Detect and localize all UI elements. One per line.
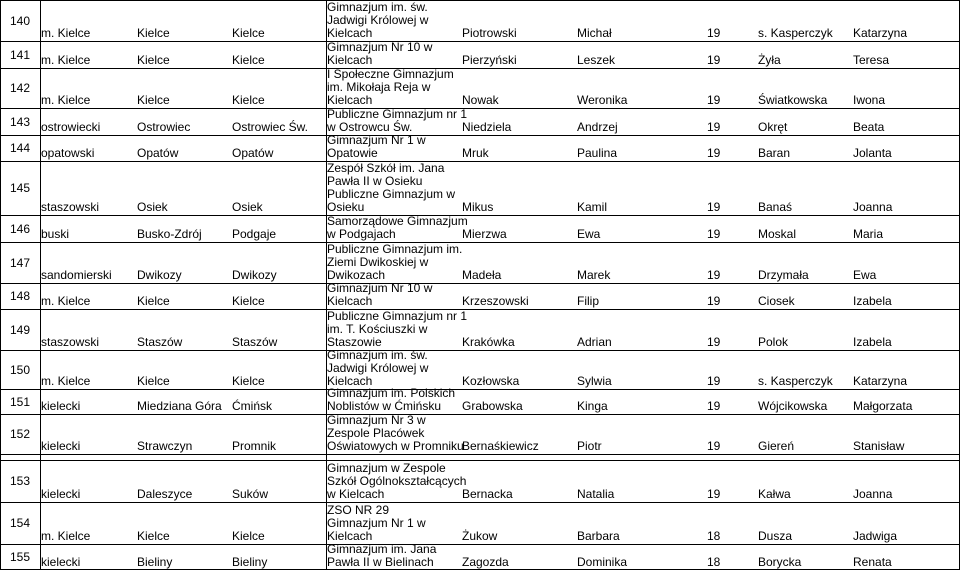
school-name-line: Gimnazjum Nr 10 w xyxy=(327,40,433,54)
town-cell: Kielce xyxy=(232,374,265,388)
teacher-surname-cell: Banaś xyxy=(758,200,793,214)
town-cell: Dwikozy xyxy=(232,268,277,282)
school-name-line: Kielcach xyxy=(327,26,373,40)
school-name-line: Zespole Placówek xyxy=(327,426,425,440)
school-name-line: Publiczne Gimnazjum w xyxy=(327,187,456,201)
row-border xyxy=(0,502,960,503)
grade-cell: 19 xyxy=(707,26,721,40)
school-name-line: Kielcach xyxy=(327,294,373,308)
row-border xyxy=(0,544,960,545)
commune-cell: Staszów xyxy=(137,335,183,349)
row-border xyxy=(0,283,960,284)
first-name-cell: Adrian xyxy=(577,335,612,349)
row-border xyxy=(0,108,960,109)
teacher-surname-cell: Dusza xyxy=(758,529,793,543)
teacher-surname-cell: Giereń xyxy=(758,439,795,453)
commune-cell: Ostrowiec xyxy=(137,120,191,134)
commune-cell: Kielce xyxy=(137,26,170,40)
county-cell: kielecki xyxy=(41,399,81,413)
teacher-first-name-cell: Izabela xyxy=(853,335,892,349)
first-name-cell: Paulina xyxy=(577,146,618,160)
school-cell xyxy=(327,42,461,67)
school-cell xyxy=(327,348,461,388)
teacher-first-name-cell: Joanna xyxy=(853,487,893,501)
row-number: 147 xyxy=(9,255,31,270)
teacher-surname-cell: Ciosek xyxy=(758,294,795,308)
row-border xyxy=(0,389,960,390)
grade-cell: 19 xyxy=(707,439,721,453)
teacher-surname-cell: Moskal xyxy=(758,227,797,241)
county-cell: kielecki xyxy=(41,555,81,569)
surname-cell: Mierzwa xyxy=(462,227,507,241)
town-cell: Kielce xyxy=(232,294,265,308)
row-number: 153 xyxy=(9,474,31,488)
school-cell xyxy=(327,243,461,282)
row-border xyxy=(0,309,960,310)
teacher-first-name-cell: Iwona xyxy=(853,93,886,107)
teacher-surname-cell: s. Kasperczyk xyxy=(758,26,833,40)
commune-cell: Busko-Zdrój xyxy=(137,227,202,241)
school-name-line: Kielcach xyxy=(327,374,373,388)
row-border xyxy=(0,414,960,415)
teacher-surname-cell: Drzymała xyxy=(758,268,809,282)
school-cell xyxy=(327,1,461,40)
teacher-surname-cell: Baran xyxy=(758,146,791,160)
commune-cell: Kielce xyxy=(137,374,170,388)
grade-cell: 19 xyxy=(707,200,721,214)
surname-cell: Bernaśkiewicz xyxy=(462,439,539,453)
commune-cell: Kielce xyxy=(137,93,170,107)
school-cell xyxy=(327,309,468,349)
first-name-cell: Ewa xyxy=(577,227,601,241)
row-number: 143 xyxy=(9,114,31,129)
first-name-cell: Michał xyxy=(577,26,612,40)
school-name-line: Zespół Szkół im. Jana xyxy=(327,161,445,175)
teacher-first-name-cell: Beata xyxy=(853,120,885,134)
teacher-first-name-cell: Stanisław xyxy=(853,439,905,453)
first-name-cell: Andrzej xyxy=(577,120,618,134)
school-name-line: Pawła II w Osieku xyxy=(327,174,423,188)
first-name-cell: Weronika xyxy=(577,93,628,107)
school-name-line: ZSO NR 29 xyxy=(327,503,390,517)
school-name-line: Gimnazjum Nr 10 w xyxy=(327,281,433,295)
row-border xyxy=(0,460,960,461)
teacher-surname-cell: Wójcikowska xyxy=(758,399,828,413)
school-cell xyxy=(327,69,461,107)
commune-cell: Osiek xyxy=(137,200,168,214)
surname-cell: Pierzyński xyxy=(462,53,517,67)
county-cell: sandomierski xyxy=(41,268,112,282)
county-cell: m. Kielce xyxy=(41,529,91,543)
town-cell: Opatów xyxy=(232,146,274,160)
county-cell: staszowski xyxy=(41,335,100,349)
first-name-cell: Piotr xyxy=(577,439,602,453)
grade-cell: 19 xyxy=(707,268,721,282)
surname-cell: Madeła xyxy=(462,268,502,282)
first-name-cell: Natalia xyxy=(577,487,615,501)
school-cell xyxy=(327,133,461,160)
school-name-line: Samorządowe Gimnazjum xyxy=(327,214,468,228)
teacher-surname-cell: Polok xyxy=(758,335,789,349)
town-cell: Bieliny xyxy=(232,555,268,569)
school-name-line: Publiczne Gimnazjum im. xyxy=(327,242,463,256)
school-name-line: Kielcach xyxy=(327,53,373,67)
teacher-first-name-cell: Renata xyxy=(853,555,892,569)
row-number: 140 xyxy=(9,13,31,28)
school-name-line: im. Mikołaja Reja w xyxy=(327,80,431,94)
town-cell: Ćmińsk xyxy=(232,399,273,413)
commune-cell: Miedziana Góra xyxy=(137,399,222,413)
school-name-line: Gimnazjum Nr 3 w xyxy=(327,413,426,427)
column-border xyxy=(40,0,41,570)
school-cell xyxy=(327,413,464,453)
school-name-line: im. T. Kościuszki w xyxy=(327,322,428,336)
teacher-first-name-cell: Joanna xyxy=(853,200,893,214)
commune-cell: Kielce xyxy=(137,529,170,543)
school-name-line: Publiczne Gimnazjum nr 1 xyxy=(327,107,468,121)
school-name-line: Ziemi Dwikoskiej w xyxy=(327,255,429,269)
grade-cell: 19 xyxy=(707,93,721,107)
teacher-surname-cell: Borycka xyxy=(758,555,802,569)
grade-cell: 18 xyxy=(707,555,721,569)
teacher-first-name-cell: Katarzyna xyxy=(853,26,908,40)
row-number: 151 xyxy=(9,394,31,409)
first-name-cell: Sylwia xyxy=(577,374,612,388)
row-number: 154 xyxy=(9,516,31,530)
row-number: 150 xyxy=(9,362,31,377)
row-border xyxy=(0,68,960,69)
school-cell xyxy=(327,542,461,569)
school-cell xyxy=(327,214,468,241)
teacher-surname-cell: s. Kasperczyk xyxy=(758,374,833,388)
row-border xyxy=(0,215,960,216)
school-cell xyxy=(327,386,461,413)
town-cell: Kielce xyxy=(232,53,265,67)
teacher-first-name-cell: Ewa xyxy=(853,268,877,282)
surname-cell: Kozłowska xyxy=(462,374,520,388)
school-name-line: w Kielcach xyxy=(327,487,385,501)
teacher-surname-cell: Światkowska xyxy=(758,93,828,107)
school-name-line: Gimnazjum im. Jana xyxy=(327,542,437,556)
surname-cell: Piotrowski xyxy=(462,26,517,40)
school-name-line: Jadwigi Królowej w xyxy=(327,13,429,27)
row-number: 145 xyxy=(9,181,31,195)
school-name-line: Noblistów w Ćmińsku xyxy=(327,399,442,413)
county-cell: m. Kielce xyxy=(41,93,91,107)
commune-cell: Opatów xyxy=(137,146,179,160)
school-name-line: Dwikozach xyxy=(327,268,386,282)
commune-cell: Dwikozy xyxy=(137,268,182,282)
first-name-cell: Kamil xyxy=(577,200,608,214)
school-name-line: Gimnazjum Nr 1 w xyxy=(327,516,426,530)
row-number: 146 xyxy=(9,221,31,236)
surname-cell: Nowak xyxy=(462,93,499,107)
school-cell xyxy=(327,461,467,501)
commune-cell: Strawczyn xyxy=(137,439,193,453)
grade-cell: 19 xyxy=(707,374,721,388)
school-cell xyxy=(327,281,461,308)
school-name-line: Szkół Ogólnokształcących xyxy=(327,474,467,488)
surname-cell: Żukow xyxy=(462,529,498,543)
school-name-line: Opatowie xyxy=(327,146,378,160)
row-number: 155 xyxy=(9,550,31,564)
teacher-first-name-cell: Izabela xyxy=(853,294,892,308)
surname-cell: Niedziela xyxy=(462,120,512,134)
row-number: 141 xyxy=(9,47,31,62)
teacher-surname-cell: Kałwa xyxy=(758,487,791,501)
commune-cell: Bieliny xyxy=(137,555,173,569)
surname-cell: Krakówka xyxy=(462,335,515,349)
county-cell: m. Kielce xyxy=(41,53,91,67)
row-number: 152 xyxy=(9,427,31,441)
county-cell: buski xyxy=(41,227,70,241)
row-number: 148 xyxy=(9,289,31,303)
grade-cell: 19 xyxy=(707,120,721,134)
town-cell: Kielce xyxy=(232,26,265,40)
surname-cell: Zagozda xyxy=(462,555,509,569)
county-cell: opatowski xyxy=(41,146,95,160)
row-border xyxy=(0,135,960,136)
town-cell: Kielce xyxy=(232,529,265,543)
county-cell: m. Kielce xyxy=(41,26,91,40)
school-name-line: w Podgajach xyxy=(327,227,396,241)
teacher-first-name-cell: Maria xyxy=(853,227,884,241)
county-cell: staszowski xyxy=(41,200,100,214)
school-cell xyxy=(327,162,461,214)
row-border xyxy=(0,454,960,455)
school-name-line: Kielcach xyxy=(327,529,373,543)
school-name-line: Pawła II w Bielinach xyxy=(327,555,434,569)
grade-cell: 19 xyxy=(707,487,721,501)
town-cell: Osiek xyxy=(232,200,263,214)
teacher-first-name-cell: Jadwiga xyxy=(853,529,898,543)
county-cell: ostrowiecki xyxy=(41,120,101,134)
first-name-cell: Leszek xyxy=(577,53,616,67)
row-border xyxy=(0,161,960,162)
county-cell: kielecki xyxy=(41,439,81,453)
town-cell: Suków xyxy=(232,487,269,501)
school-name-line: I Społeczne Gimnazjum xyxy=(327,67,454,81)
school-name-line: Gimnazjum im. Polskich xyxy=(327,386,456,400)
surname-cell: Grabowska xyxy=(462,399,523,413)
grade-cell: 19 xyxy=(707,53,721,67)
teacher-first-name-cell: Teresa xyxy=(853,53,890,67)
school-name-line: Jadwigi Królowej w xyxy=(327,361,429,375)
school-name-line: Kielcach xyxy=(327,93,373,107)
county-cell: m. Kielce xyxy=(41,374,91,388)
row-border xyxy=(0,242,960,243)
first-name-cell: Kinga xyxy=(577,399,608,413)
grade-cell: 19 xyxy=(707,335,721,349)
first-name-cell: Dominika xyxy=(577,555,628,569)
first-name-cell: Barbara xyxy=(577,529,620,543)
grade-cell: 19 xyxy=(707,294,721,308)
grade-cell: 19 xyxy=(707,227,721,241)
county-cell: kielecki xyxy=(41,487,81,501)
school-name-line: w Ostrowcu Św. xyxy=(327,120,413,134)
grade-cell: 19 xyxy=(707,146,721,160)
first-name-cell: Filip xyxy=(577,294,600,308)
school-name-line: Oświatowych w Promniku xyxy=(327,439,464,453)
row-number: 144 xyxy=(9,141,31,155)
teacher-first-name-cell: Katarzyna xyxy=(853,374,908,388)
surname-cell: Krzeszowski xyxy=(462,294,529,308)
grade-cell: 19 xyxy=(707,399,721,413)
teacher-first-name-cell: Małgorzata xyxy=(853,399,913,413)
town-cell: Ostrowiec Św. xyxy=(232,120,309,134)
school-name-line: Gimnazjum im. św. xyxy=(327,0,428,14)
row-number: 142 xyxy=(9,81,31,95)
school-cell xyxy=(327,503,461,543)
teacher-surname-cell: Żyła xyxy=(758,53,781,67)
school-name-line: Gimnazjum Nr 1 w xyxy=(327,133,426,147)
commune-cell: Kielce xyxy=(137,294,170,308)
teacher-surname-cell: Okręt xyxy=(758,120,788,134)
commune-cell: Daleszyce xyxy=(137,487,193,501)
school-name-line: Gimnazjum w Zespole xyxy=(327,461,446,475)
commune-cell: Kielce xyxy=(137,53,170,67)
row-border xyxy=(0,0,960,1)
row-border xyxy=(0,350,960,351)
surname-cell: Bernacka xyxy=(462,487,513,501)
town-cell: Promnik xyxy=(232,439,277,453)
town-cell: Kielce xyxy=(232,93,265,107)
row-number: 149 xyxy=(9,322,31,337)
town-cell: Podgaje xyxy=(232,227,277,241)
surname-cell: Mikus xyxy=(462,200,494,214)
school-name-line: Osieku xyxy=(327,200,365,214)
row-border xyxy=(0,41,960,42)
school-cell xyxy=(327,107,468,134)
teacher-first-name-cell: Jolanta xyxy=(853,146,892,160)
surname-cell: Mruk xyxy=(462,146,489,160)
grade-cell: 18 xyxy=(707,529,721,543)
county-cell: m. Kielce xyxy=(41,294,91,308)
school-name-line: Publiczne Gimnazjum nr 1 xyxy=(327,309,468,323)
first-name-cell: Marek xyxy=(577,268,611,282)
school-name-line: Gimnazjum im. św. xyxy=(327,348,428,362)
school-name-line: Staszowie xyxy=(327,335,382,349)
town-cell: Staszów xyxy=(232,335,278,349)
